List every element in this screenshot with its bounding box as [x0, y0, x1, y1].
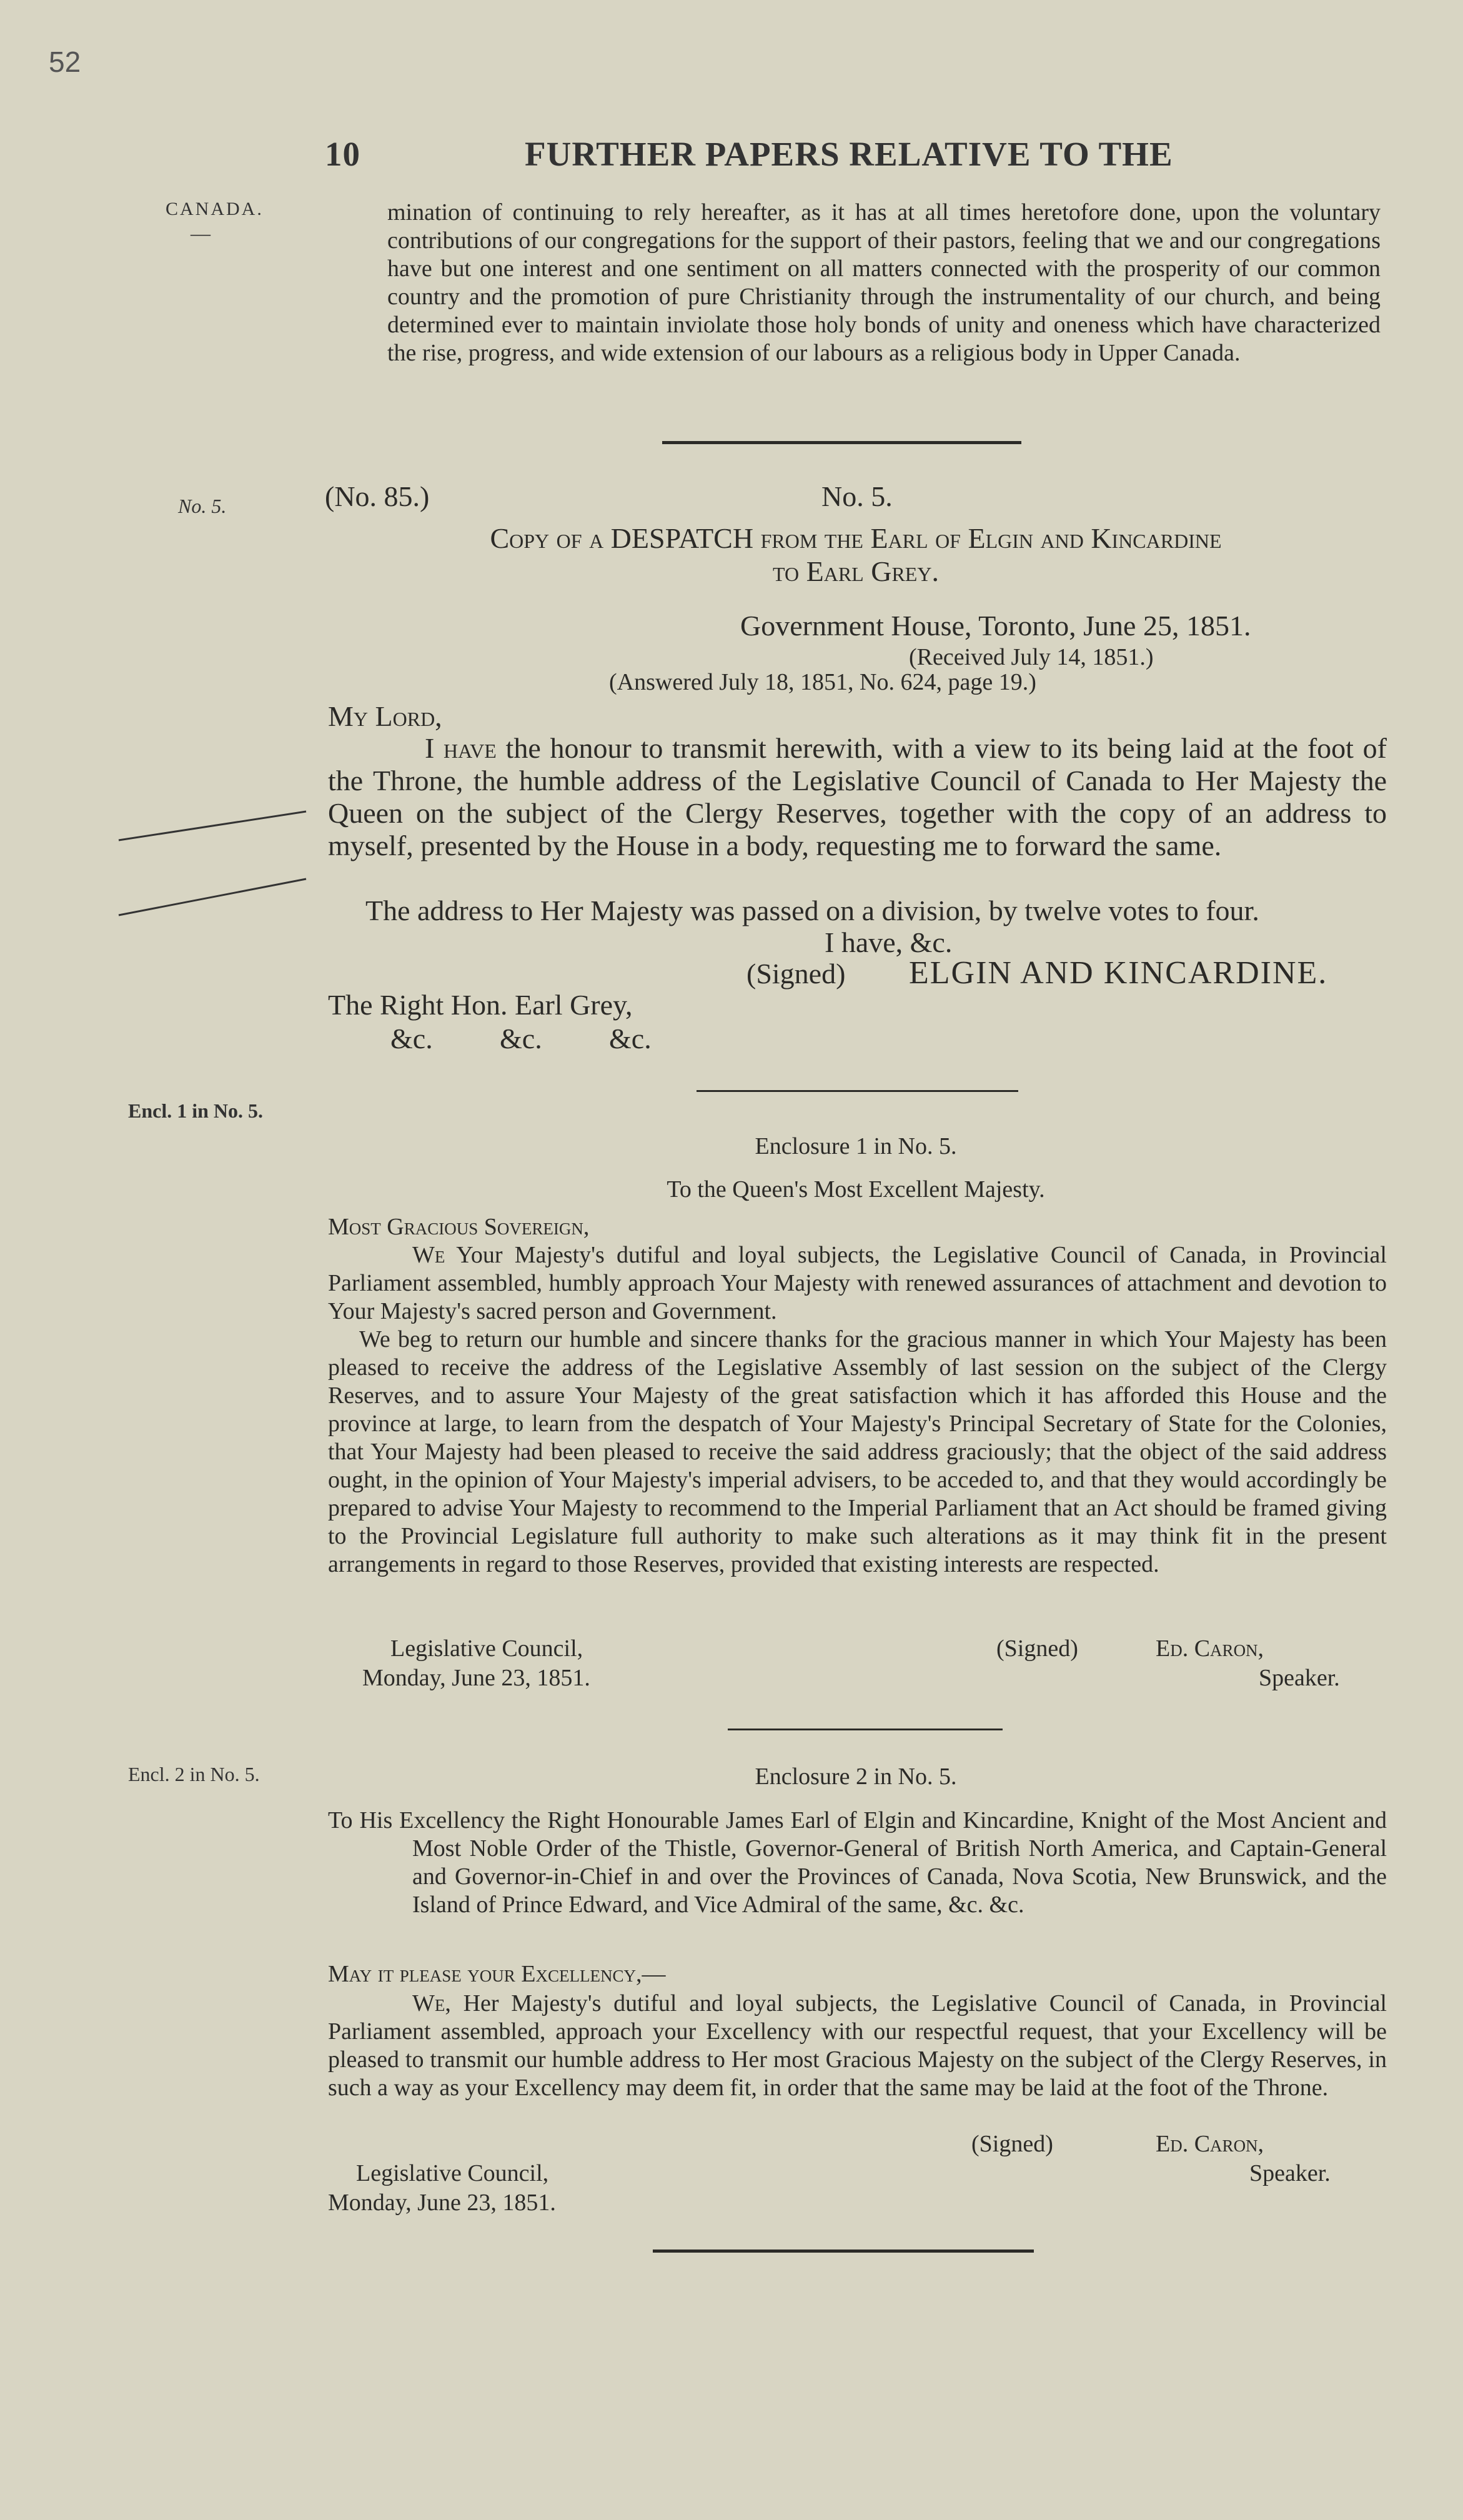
- enclosure1-para1-lead: We: [412, 1242, 445, 1268]
- section-divider: [653, 2250, 1034, 2253]
- despatch-paragraph-1: [328, 732, 1387, 862]
- enclosure1-heading: Enclosure 1 in No. 5.: [755, 1133, 957, 1159]
- enclosure1-paragraph-1: [328, 1241, 1387, 1326]
- margin-note-canada: CANADA.: [166, 199, 264, 219]
- scan-page-number: 52: [49, 46, 81, 78]
- margin-note-dash: —: [191, 222, 211, 244]
- despatch-closing: I have, &c.: [825, 926, 953, 958]
- despatch-signature: ELGIN AND KINCARDINE.: [909, 955, 1328, 991]
- intro-paragraph: mination of continuing to rely hereafter, as it has at all times heretofore done, upon the voluntary contributions of our congregations for the support of their pastors, feeling that we and our congregations have but one interest and one sentiment on all matters connected with the prosperity of our common country and the promotion of pure Christianity through the instrumentality of our church, and being determined ever to maintain inviolate those holy bonds of unity and oneness which have characterized the rise, progress, and wide extension of our labours as a religious body in Upper Canada.: [387, 199, 1381, 366]
- enclosure2-date: Monday, June 23, 1851.: [328, 2190, 556, 2216]
- despatch-place-date: Government House, Toronto, June 25, 1851.: [740, 610, 1251, 642]
- enclosure2-para1-text: , Her Majesty's dutiful and loyal subjects, the Legislative Council of Canada, in Provincial Parliament assembled, approach your Excellency with our respectful request, that your Excellency will be pleased to transmit our humble address to Her most Gracious Majesty on the subject of the Clergy Reserves, in such a way as your Excellency may deem fit, in order that the same may be laid at the foot of the Throne.: [328, 1990, 1387, 2101]
- enclosure2-council: Legislative Council,: [356, 2160, 549, 2186]
- enclosure1-para1-text: Your Majesty's dutiful and loyal subjects, the Legislative Council of Canada, in Provincial Parliament assembled, humbly approach Your Majesty with renewed assurances of attachment and devotion to Your Majesty's sacred person and Government.: [328, 1242, 1387, 1324]
- despatch-ref: (No. 85.): [325, 480, 430, 512]
- despatch-title-line1: Copy of a DESPATCH from the Earl of Elgin and Kincardine: [490, 522, 1222, 554]
- despatch-addressee: The Right Hon. Earl Grey,: [328, 989, 633, 1021]
- enclosure1-date: Monday, June 23, 1851.: [362, 1665, 590, 1691]
- section-divider: [697, 1090, 1018, 1092]
- despatch-para1-lead: I have: [425, 732, 497, 764]
- enclosure2-heading: Enclosure 2 in No. 5.: [755, 1764, 957, 1790]
- despatch-salutation: My Lord,: [328, 700, 442, 732]
- margin-note-encl1: Encl. 1 in No. 5.: [128, 1099, 264, 1122]
- pen-marks: [112, 803, 319, 928]
- despatch-title-line2: to Earl Grey.: [773, 555, 939, 587]
- enclosure1-subheading: To the Queen's Most Excellent Majesty.: [667, 1176, 1045, 1203]
- enclosure1-signer: Ed. Caron,: [1156, 1635, 1264, 1662]
- etc-1: &c.: [390, 1023, 433, 1054]
- despatch-answered: (Answered July 18, 1851, No. 624, page 19.): [609, 669, 1036, 695]
- enclosure2-paragraph-1: [328, 1990, 1387, 2102]
- pen-mark-1: [119, 811, 306, 840]
- enclosure2-signer-title: Speaker.: [1249, 2160, 1331, 2186]
- enclosure2-address: To His Excellency the Right Honourable James Earl of Elgin and Kincardine, Knight of the Most Ancient and Most Noble Order of the Thistle, Governor-General of British North America, and Captain-General and Governor-in-Chief in and over the Provinces of Canada, Nova Scotia, New Brunswick, and the Island of Prince Edward, and Vice Admiral of the same, &c. &c.: [328, 1807, 1387, 1918]
- enclosure1-salutation: Most Gracious Sovereign,: [328, 1214, 590, 1240]
- enclosure1-paragraph-2: We beg to return our humble and sincere thanks for the gracious manner in which Your Majesty has been pleased to receive the address of the Legislative Assembly of last session on the subject of the Clergy Reserves, and to assure Your Majesty of the great satisfaction which it has afforded this House and the province at large, to learn from the despatch of Your Majesty's Principal Secretary of State for the Colonies, that Your Majesty had been pleased to receive the said address graciously; that the object of the said address ought, in the opinion of Your Majesty's imperial advisers, to be acceded to, and that they would accordingly be prepared to advise Your Majesty to recommend to the Imperial Parliament that an Act should be framed giving to the Provincial Legislature full authority to make such alterations as it may think fit in the present arrangements in regard to those Reserves, provided that existing interests are respected.: [328, 1326, 1387, 1577]
- pen-mark-2: [119, 879, 306, 915]
- despatch-number: No. 5.: [821, 480, 893, 512]
- despatch-signed-label: (Signed): [746, 958, 846, 990]
- margin-note-encl2: Encl. 2 in No. 5.: [128, 1763, 260, 1785]
- page-title: FURTHER PAPERS RELATIVE TO THE: [525, 135, 1173, 173]
- enclosure2-para1-lead: We: [412, 1990, 445, 2016]
- margin-note-no5: No. 5.: [178, 495, 227, 517]
- despatch-para1-text: the honour to transmit herewith, with a view to its being laid at the foot of the Throne, the humble address of the Legislative Council of Canada to Her Majesty the Queen on the subject of the Clergy Reserves, together with the copy of an address to myself, presented by the House in a body, requesting me to forward the same.: [328, 732, 1387, 861]
- despatch-received: (Received July 14, 1851.): [909, 644, 1154, 670]
- enclosure1-signer-title: Speaker.: [1259, 1665, 1340, 1691]
- enclosure2-signed-label: (Signed): [971, 2131, 1053, 2157]
- etc-2: &c.: [500, 1023, 542, 1054]
- etc-3: &c.: [609, 1023, 652, 1054]
- enclosure2-salutation: May it please your Excellency,—: [328, 1961, 666, 1987]
- despatch-paragraph-2: The address to Her Majesty was passed on a division, by twelve votes to four.: [365, 895, 1259, 926]
- enclosure1-council: Legislative Council,: [390, 1635, 583, 1662]
- section-divider: [662, 441, 1021, 444]
- page-number: 10: [325, 135, 360, 173]
- section-divider: [728, 1729, 1003, 1730]
- enclosure2-signer: Ed. Caron,: [1156, 2131, 1264, 2157]
- enclosure1-signed-label: (Signed): [996, 1635, 1078, 1662]
